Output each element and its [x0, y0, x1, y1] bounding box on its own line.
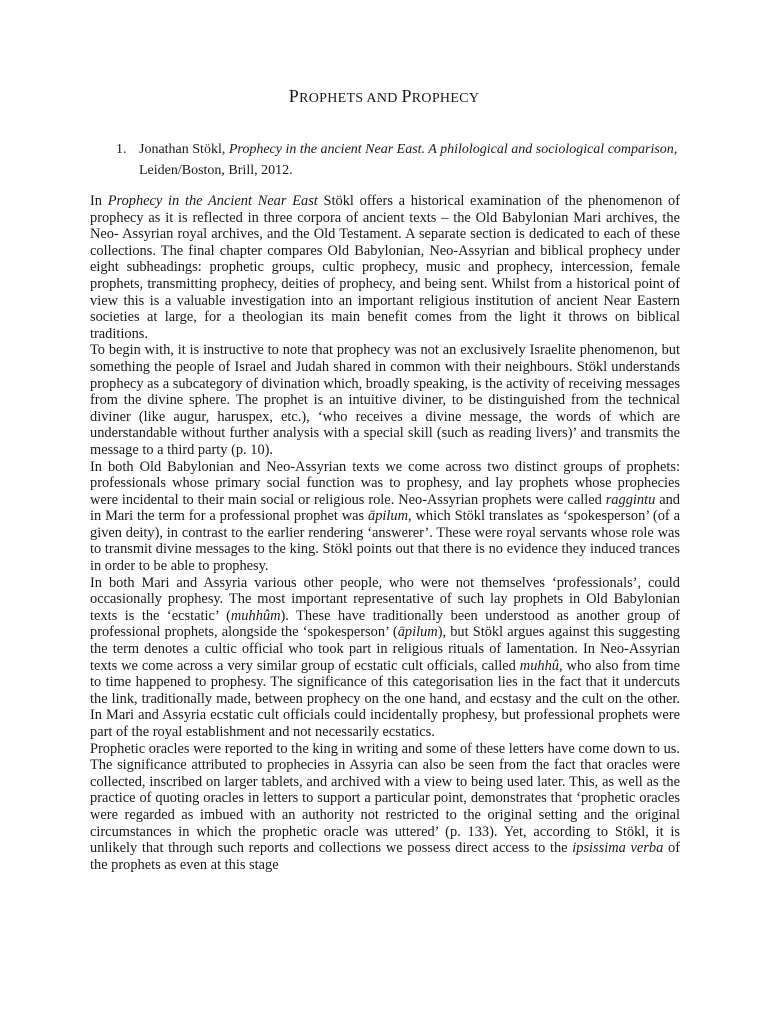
title-initial-2: P [401, 86, 412, 106]
paragraph-4-text-b: ). These have traditionally been understood as another group of professional prophets, alongside the ‘spokesperson’ ( [90, 607, 680, 641]
paragraph-3-term-apilum: āpilum [368, 508, 409, 525]
paragraph-4-text-c: ), but Stökl argues against this suggesting the term denotes a cultic official who took part in religious rituals of lamentation. In Neo-Assyrian texts we come across a very similar group of ecstatic cult officials, called [90, 624, 681, 674]
paragraph-5 [90, 741, 680, 874]
paragraph-4-term-apilum: āpilum [397, 624, 438, 641]
bibliography-book-title: Prophecy in the ancient Near East. A philological and sociological comparison [228, 142, 674, 157]
review-body [90, 193, 680, 873]
paragraph-4-term-muhhum: muhhûm [230, 607, 281, 624]
paragraph-5-text-a: Prophetic oracles were reported to the king in writing and some of these letters have come down to us. The significance attributed to prophecies in Assyria can also be seen from the fact that oracles were collected, inscribed on larger tablets, and archived with a view to being used later. This, as well as the practice of quoting oracles in letters to support a particular point, demonstrates that ‘prophetic oracles were regarded as imbued with an authority not restricted to the original setting and the original circumstances in which the prophetic oracle was uttered’ (p. 133). Yet, according to Stökl, it is unlikely that through such reports and collections we possess direct access to the [90, 740, 680, 857]
paragraph-5-text-b: of the prophets as even at this stage [90, 840, 680, 873]
paragraph-4-term-muhhu: muhhû [519, 657, 559, 674]
title-smallcaps-2: ROPHECY [411, 91, 480, 106]
bibliography-text [139, 139, 679, 181]
paragraph-1 [90, 193, 680, 342]
paragraph-4 [90, 575, 680, 741]
bibliography-entry [116, 139, 679, 181]
paragraph-3-term-raggintu: raggintu [605, 491, 656, 508]
bibliography-number: 1. [116, 142, 127, 157]
paragraph-2: To begin with, it is instructive to note that prophecy was not an exclusively Israelite phenomenon, but something the people of Israel and Judah shared in common with their neighbours. Stökl understands prophecy as a subcategory of divination which, broadly speaking, is the activity of receiving messages from the divine sphere. The prophet is an intuitive diviner, to be distinguished from the technical diviner (like augur, haruspex, etc.), ‘who receives a divine message, the words of which are understandable without further analysis with a special skill (such as reading livers)’ and transmits the message to a third party (p. 10). [90, 342, 680, 458]
title-initial-1: P [288, 86, 300, 106]
bibliography-author: Jonathan Stökl, [139, 142, 229, 157]
paragraph-3-text-c: , which Stökl translates as ‘spokesperson’ (of a given deity), in contrast to the earlier rendering ‘answerer’. These were royal servants whose role was to transmit divine messages to the king. Stökl points out that there is no evidence they induced trances in order to be able to prophesy. [90, 508, 680, 575]
title-smallcaps-1: ROPHETS AND [299, 91, 402, 106]
page-title [0, 86, 768, 107]
paragraph-3 [90, 459, 680, 575]
paragraph-3-text-a: In both Old Babylonian and Neo-Assyrian texts we come across two distinct groups of prophets: professionals whose primary social function was to prophesy, and lay prophets whose prophecies were incidental to their main social or religious role. Neo-Assyrian prophets were called [90, 458, 680, 508]
paragraph-4-text-a: In both Mari and Assyria various other people, who were not themselves ‘professionals’, could occasionally prophesy. The most important representative of such lay prophets in Old Babylonian texts is the ‘ecstatic’ ( [90, 574, 680, 624]
paragraph-4-text-d: , who also from time to time happened to prophesy. The significance of this categorisation lies in the fact that it undercuts the link, traditionally made, between prophecy on the one hand, and ecstasy and the cult on the other. In Mari and Assyria ecstatic cult officials could incidentally prophesy, but professional prophets were part of the royal establishment and not necessarily ecstatics. [90, 657, 680, 740]
paragraph-1-text-b: Stökl offers a historical examination of the phenomenon of prophecy as it is reflected in three corpora of ancient texts – the Old Babylonian Mari archives, the Neo- Assyrian royal archives, and the Old Testament. A separate section is dedicated to each of these collections. The final chapter compares Old Babylonian, Neo-Assyrian and biblical prophecy under eight subheadings: prophetic groups, cultic prophecy, music and prophecy, intercession, female prophets, transmitting prophecy, deities of prophecy, and being sent. Whilst from a historical point of view this is a valuable investigation into an important religious institution of ancient Near Eastern societies at large, for a theologian its main benefit comes from the light it throws on biblical traditions. [90, 193, 680, 342]
bibliography-publication: , Leiden/Boston, Brill, 2012. [139, 142, 678, 178]
paragraph-3-text-b: and in Mari the term for a professional prophet was [90, 491, 680, 525]
paragraph-5-term-ipsissima-verba: ipsissima verba [572, 840, 664, 857]
paragraph-1-text-a: In [90, 193, 108, 209]
paragraph-1-book-title: Prophecy in the Ancient Near East [107, 193, 318, 209]
